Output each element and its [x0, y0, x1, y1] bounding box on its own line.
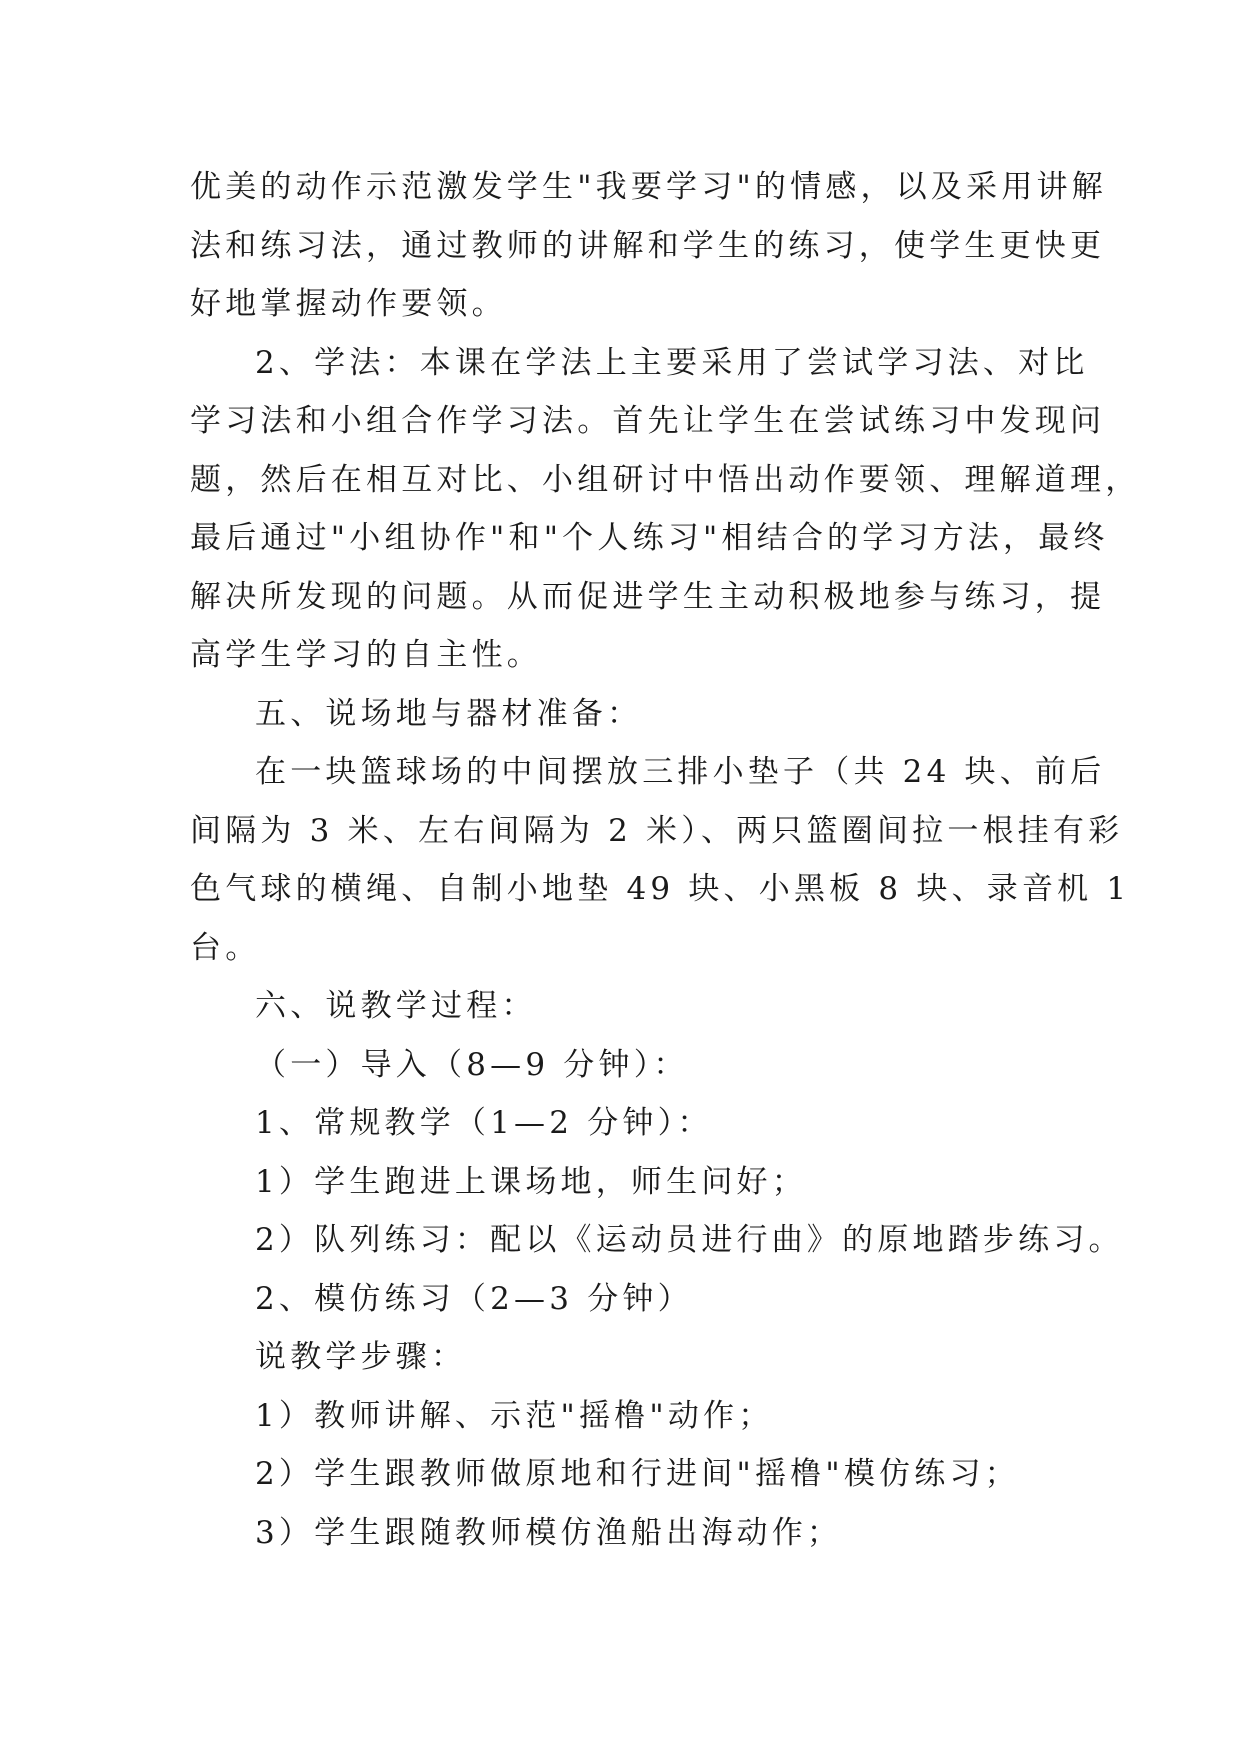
text-line: 高学生学习的自主性。: [190, 637, 542, 673]
section-heading: 五、说场地与器材准备：: [255, 695, 643, 732]
text-line: 题，然后在相互对比、小组研讨中悟出动作要领、理解道理，: [190, 461, 1141, 498]
section-heading: 六、说教学过程：: [255, 988, 537, 1024]
document-page: [190, 158, 1141, 1562]
list-item: 1）学生跑进上课场地，师生问好；: [255, 1163, 807, 1200]
subsection-heading: （一）导入（8—9 分钟）：: [255, 1046, 689, 1083]
text-line: 2、学法：本课在学法上主要采用了尝试学习法、对比: [255, 344, 1089, 381]
text-line: 最后通过"小组协作"和"个人练习"相结合的学习方法，最终: [190, 520, 1109, 556]
text-line: 优美的动作示范激发学生"我要学习"的情感，以及采用讲解: [190, 169, 1107, 205]
text-line: 间隔为 3 米、左右间隔为 2 米）、两只篮圈间拉一根挂有彩: [190, 812, 1124, 849]
text-line: 学习法和小组合作学习法。首先让学生在尝试练习中发现问: [190, 403, 1106, 439]
text-line: 2、模仿练习（2—3 分钟）: [255, 1280, 693, 1317]
text-line: 1、常规教学（1—2 分钟）：: [255, 1105, 713, 1141]
text-line: 好地掌握动作要领。: [190, 286, 507, 322]
text-line: 台。: [190, 929, 261, 966]
text-line: 说教学步骤：: [255, 1339, 467, 1375]
list-item: 1）教师讲解、示范"摇橹"动作；: [255, 1397, 774, 1434]
text-line: 在一块篮球场的中间摆放三排小垫子（共 24 块、前后: [255, 754, 1106, 790]
text-line: 解决所发现的问题。从而促进学生主动积极地参与练习，提: [190, 578, 1106, 615]
text-line: 色气球的横绳、自制小地垫 49 块、小黑板 8 块、录音机 1: [190, 871, 1131, 907]
list-item: 2）队列练习：配以《运动员进行曲》的原地踏步练习。: [255, 1222, 1124, 1258]
list-item: 3）学生跟随教师模仿渔船出海动作；: [255, 1514, 843, 1551]
text-line: 法和练习法，通过教师的讲解和学生的练习，使学生更快更: [190, 227, 1106, 264]
list-item: 2）学生跟教师做原地和行进间"摇橹"模仿练习；: [255, 1456, 1020, 1492]
